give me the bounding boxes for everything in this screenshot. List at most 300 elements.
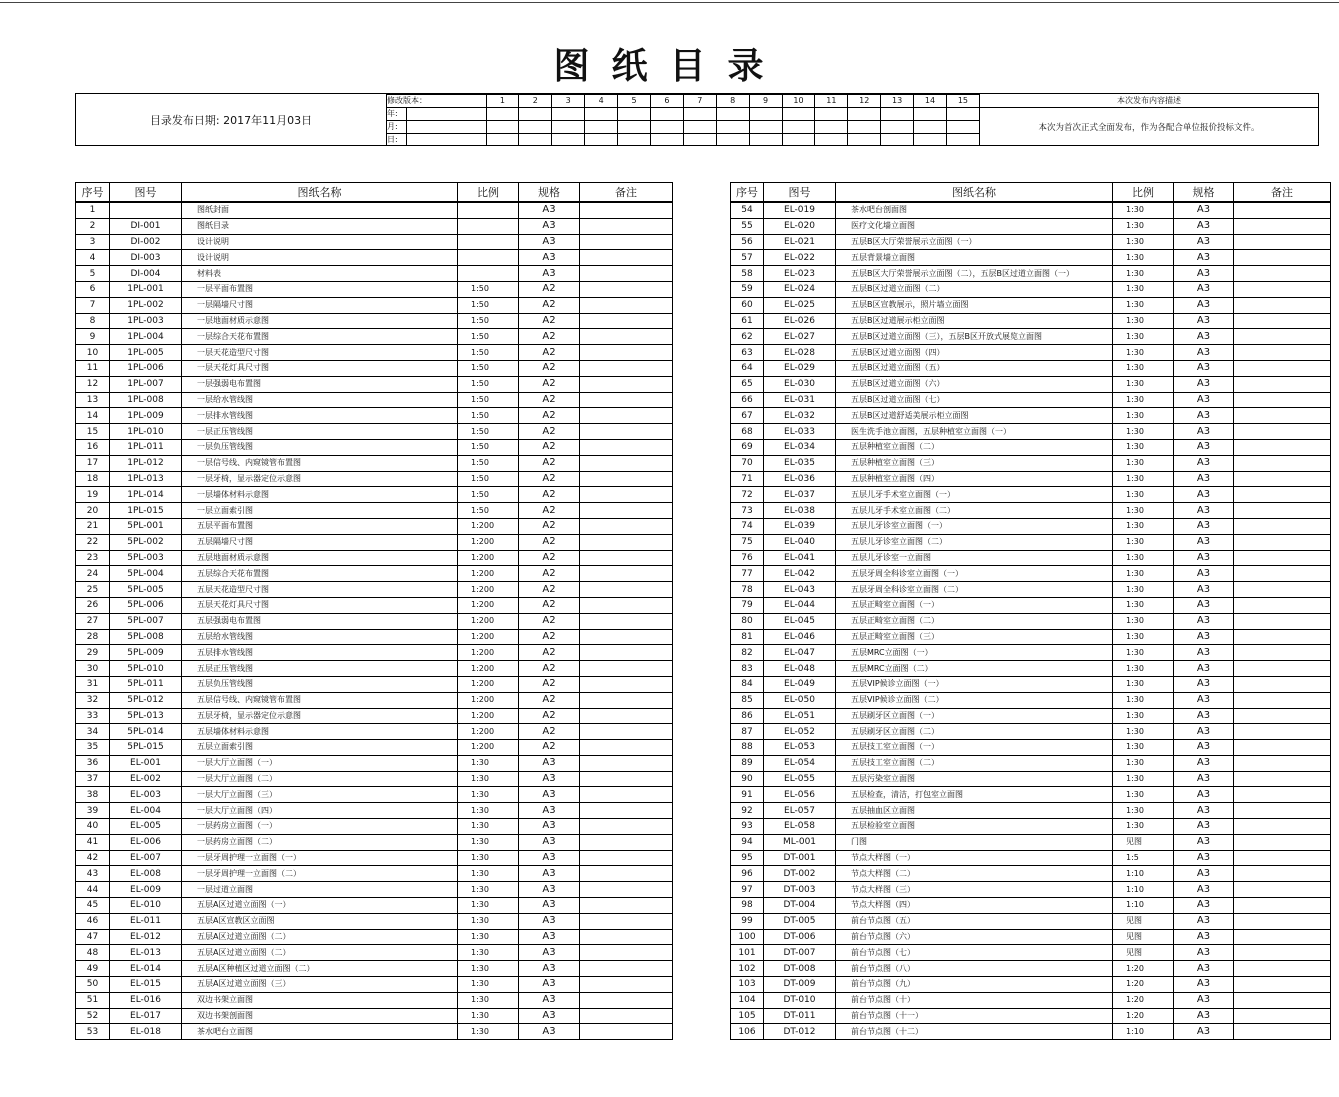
col-remarks xyxy=(580,708,673,724)
col-scale: 1:30 xyxy=(458,834,519,850)
col-remarks xyxy=(580,360,673,376)
col-drawing-name: 五层A区过道立面图（二） xyxy=(182,945,458,961)
col-remarks xyxy=(580,913,673,929)
revision-number: 14 xyxy=(914,95,947,108)
col-remarks xyxy=(1234,1008,1331,1024)
revision-number: 13 xyxy=(881,95,914,108)
table-row xyxy=(76,1008,673,1024)
table-row xyxy=(76,977,673,993)
table-row xyxy=(731,234,1331,250)
col-drawing-name: 节点大样图（一） xyxy=(836,850,1113,866)
col-index: 62 xyxy=(731,329,764,345)
col-index: 29 xyxy=(76,645,110,661)
col-remarks xyxy=(580,613,673,629)
col-drawing-no: EL-057 xyxy=(764,803,836,819)
col-size: A3 xyxy=(1174,866,1234,882)
col-drawing-no: DT-003 xyxy=(764,882,836,898)
col-remarks xyxy=(580,803,673,819)
table-row xyxy=(76,329,673,345)
col-drawing-name: 五层MRC立面图（一） xyxy=(836,645,1113,661)
revision-number: 5 xyxy=(618,95,651,108)
col-size: A3 xyxy=(1174,834,1234,850)
col-remarks xyxy=(580,392,673,408)
col-remarks xyxy=(1234,629,1331,645)
col-size: A3 xyxy=(1174,360,1234,376)
col-index: 105 xyxy=(731,1008,764,1024)
col-drawing-name: 茶水吧台立面图 xyxy=(182,1024,458,1040)
table-row xyxy=(76,645,673,661)
col-remarks xyxy=(1234,819,1331,835)
col-index: 19 xyxy=(76,487,110,503)
col-size: A2 xyxy=(519,281,580,297)
revision-number: 10 xyxy=(782,95,815,108)
col-drawing-no: 5PL-001 xyxy=(110,518,182,534)
col-size: A3 xyxy=(519,866,580,882)
col-drawing-no: DT-011 xyxy=(764,1008,836,1024)
col-drawing-no: EL-016 xyxy=(110,992,182,1008)
table-row xyxy=(76,724,673,740)
table-row xyxy=(76,708,673,724)
col-index: 21 xyxy=(76,518,110,534)
col-drawing-no: EL-058 xyxy=(764,819,836,835)
revision-date-cell xyxy=(946,121,979,134)
col-size: A3 xyxy=(1174,582,1234,598)
col-drawing-name: 一层牙周护理一立面图（二） xyxy=(182,866,458,882)
col-scale: 1:20 xyxy=(1113,977,1174,993)
col-scale: 1:30 xyxy=(458,913,519,929)
col-drawing-name: 五层B区大厅荣誉展示立面图（二），五层B区过道立面图（一） xyxy=(836,266,1113,282)
col-size: A3 xyxy=(1174,929,1234,945)
table-row xyxy=(731,360,1331,376)
col-size: A2 xyxy=(519,329,580,345)
table-row xyxy=(731,408,1331,424)
col-remarks xyxy=(580,961,673,977)
col-drawing-name: 图纸目录 xyxy=(182,218,458,234)
col-scale: 1:30 xyxy=(1113,645,1174,661)
col-drawing-name: 五层技工室立面图（一） xyxy=(836,740,1113,756)
revision-number: 12 xyxy=(848,95,881,108)
col-scale: 1:200 xyxy=(458,676,519,692)
col-remarks xyxy=(1234,360,1331,376)
col-remarks-header: 备注 xyxy=(1234,183,1331,203)
col-size: A3 xyxy=(1174,945,1234,961)
col-drawing-name: 五层B区过道展示柜立面图 xyxy=(836,313,1113,329)
col-drawing-name: 五层刷牙区立面图（二） xyxy=(836,724,1113,740)
col-size: A3 xyxy=(1174,376,1234,392)
col-drawing-no: EL-017 xyxy=(110,1008,182,1024)
col-remarks xyxy=(580,1008,673,1024)
col-drawing-no: 5PL-003 xyxy=(110,550,182,566)
col-scale: 1:30 xyxy=(1113,455,1174,471)
drawing-list-left xyxy=(75,182,673,1040)
col-size: A2 xyxy=(519,613,580,629)
col-index: 26 xyxy=(76,597,110,613)
col-size: A3 xyxy=(1174,676,1234,692)
col-drawing-name: 五层检查，清洁，打包室立面图 xyxy=(836,787,1113,803)
col-size: A2 xyxy=(519,534,580,550)
col-remarks xyxy=(1234,345,1331,361)
col-remarks xyxy=(580,834,673,850)
col-index: 49 xyxy=(76,961,110,977)
table-row xyxy=(76,882,673,898)
col-size: A2 xyxy=(519,692,580,708)
col-index: 45 xyxy=(76,898,110,914)
col-drawing-name: 五层B区过道立面图（二） xyxy=(836,281,1113,297)
col-index: 18 xyxy=(76,471,110,487)
col-drawing-name: 五层种植室立面图（四） xyxy=(836,471,1113,487)
col-scale: 1:10 xyxy=(1113,1024,1174,1040)
col-drawing-no: DI-001 xyxy=(110,218,182,234)
col-scale: 1:30 xyxy=(1113,582,1174,598)
table-row xyxy=(76,234,673,250)
revision-date-cell xyxy=(716,121,749,134)
col-scale: 1:30 xyxy=(458,945,519,961)
col-drawing-no: 1PL-011 xyxy=(110,439,182,455)
table-row xyxy=(731,961,1331,977)
col-scale: 1:50 xyxy=(458,281,519,297)
col-index: 53 xyxy=(76,1024,110,1040)
table-row xyxy=(76,676,673,692)
col-remarks xyxy=(580,329,673,345)
col-index: 76 xyxy=(731,550,764,566)
col-drawing-no: EL-043 xyxy=(764,582,836,598)
revision-date-cell xyxy=(486,108,519,121)
col-drawing-name: 五层B区过道立面图（六） xyxy=(836,376,1113,392)
col-drawing-name: 五层信号线、内窥镜管布置图 xyxy=(182,692,458,708)
col-drawing-no: EL-035 xyxy=(764,455,836,471)
col-size: A3 xyxy=(1174,250,1234,266)
table-row xyxy=(76,487,673,503)
table-row xyxy=(731,250,1331,266)
col-drawing-no: EL-047 xyxy=(764,645,836,661)
table-row xyxy=(731,771,1331,787)
col-size: A3 xyxy=(1174,1024,1234,1040)
col-remarks xyxy=(1234,740,1331,756)
col-drawing-name: 一层信号线、内窥镜管布置图 xyxy=(182,455,458,471)
col-drawing-no: 1PL-004 xyxy=(110,329,182,345)
col-drawing-no: EL-030 xyxy=(764,376,836,392)
col-size-header: 规格 xyxy=(1174,183,1234,203)
table-row xyxy=(76,360,673,376)
col-size: A3 xyxy=(1174,977,1234,993)
col-drawing-no: 1PL-012 xyxy=(110,455,182,471)
col-remarks xyxy=(580,471,673,487)
col-remarks xyxy=(580,866,673,882)
col-drawing-no: EL-032 xyxy=(764,408,836,424)
col-remarks xyxy=(1234,503,1331,519)
col-remarks xyxy=(580,771,673,787)
col-drawing-name: 图纸封面 xyxy=(182,202,458,218)
table-row xyxy=(731,550,1331,566)
table-row xyxy=(76,202,673,218)
col-index: 32 xyxy=(76,692,110,708)
col-scale: 1:200 xyxy=(458,740,519,756)
col-scale: 见图 xyxy=(1113,929,1174,945)
revision-date-cell xyxy=(881,121,914,134)
col-scale: 1:30 xyxy=(1113,202,1174,218)
col-scale xyxy=(458,250,519,266)
col-remarks xyxy=(580,1024,673,1040)
col-remarks xyxy=(1234,866,1331,882)
col-drawing-no-header: 图号 xyxy=(110,183,182,203)
col-index: 81 xyxy=(731,629,764,645)
release-date: 目录发布日期: 2017年11月03日 xyxy=(76,94,387,145)
col-drawing-no: EL-027 xyxy=(764,329,836,345)
col-size: A2 xyxy=(519,376,580,392)
col-size: A3 xyxy=(1174,424,1234,440)
col-size: A3 xyxy=(1174,534,1234,550)
col-drawing-name: 五层天花造型尺寸图 xyxy=(182,582,458,598)
revision-date-cell xyxy=(848,134,881,147)
col-drawing-name: 五层B区过道立面图（三），五层B区开放式展览立面图 xyxy=(836,329,1113,345)
col-drawing-name: 前台节点图（十一） xyxy=(836,1008,1113,1024)
col-drawing-name: 五层儿牙手术室立面图（一） xyxy=(836,487,1113,503)
table-row xyxy=(731,329,1331,345)
col-drawing-name: 五层正畸室立面图（三） xyxy=(836,629,1113,645)
table-row xyxy=(731,297,1331,313)
col-scale: 1:50 xyxy=(458,455,519,471)
revision-number: 4 xyxy=(585,95,618,108)
col-scale: 1:30 xyxy=(1113,676,1174,692)
col-remarks xyxy=(1234,787,1331,803)
col-remarks xyxy=(580,313,673,329)
col-size: A3 xyxy=(1174,281,1234,297)
col-drawing-no: EL-009 xyxy=(110,882,182,898)
col-remarks xyxy=(580,597,673,613)
description-text: 本次为首次正式全面发布，作为各配合单位报价投标文件。 xyxy=(1038,122,1260,133)
table-row xyxy=(731,218,1331,234)
col-scale: 1:30 xyxy=(1113,392,1174,408)
revision-date-cell xyxy=(683,108,716,121)
col-scale: 1:30 xyxy=(1113,724,1174,740)
col-drawing-no: 1PL-005 xyxy=(110,345,182,361)
col-drawing-no: DT-009 xyxy=(764,977,836,993)
col-remarks xyxy=(1234,898,1331,914)
col-remarks xyxy=(1234,313,1331,329)
col-scale: 1:30 xyxy=(1113,218,1174,234)
col-index: 101 xyxy=(731,945,764,961)
col-size: A3 xyxy=(1174,345,1234,361)
col-index-header: 序号 xyxy=(731,183,764,203)
col-index: 69 xyxy=(731,439,764,455)
table-row xyxy=(76,740,673,756)
col-size: A3 xyxy=(1174,882,1234,898)
col-drawing-no: DT-010 xyxy=(764,992,836,1008)
revision-date-cell xyxy=(683,134,716,147)
col-drawing-name: 五层B区大厅荣誉展示立面图（一） xyxy=(836,234,1113,250)
revision-date-cell xyxy=(406,108,486,121)
col-scale: 1:30 xyxy=(1113,755,1174,771)
col-drawing-no: EL-021 xyxy=(764,234,836,250)
col-index: 25 xyxy=(76,582,110,598)
col-index: 34 xyxy=(76,724,110,740)
col-remarks xyxy=(1234,834,1331,850)
col-drawing-name: 五层平面布置图 xyxy=(182,518,458,534)
col-index: 23 xyxy=(76,550,110,566)
col-index: 88 xyxy=(731,740,764,756)
col-index: 75 xyxy=(731,534,764,550)
col-index: 6 xyxy=(76,281,110,297)
col-remarks xyxy=(580,819,673,835)
table-row xyxy=(76,992,673,1008)
col-scale: 1:30 xyxy=(458,819,519,835)
col-index: 56 xyxy=(731,234,764,250)
col-index: 96 xyxy=(731,866,764,882)
col-size: A3 xyxy=(1174,613,1234,629)
col-drawing-name: 五层A区宣教区立面图 xyxy=(182,913,458,929)
col-size: A3 xyxy=(1174,755,1234,771)
col-drawing-no: EL-003 xyxy=(110,787,182,803)
col-size: A3 xyxy=(519,234,580,250)
col-size: A3 xyxy=(1174,850,1234,866)
revision-date-cell xyxy=(716,134,749,147)
col-index: 94 xyxy=(731,834,764,850)
table-row xyxy=(76,313,673,329)
col-index: 13 xyxy=(76,392,110,408)
col-remarks xyxy=(580,487,673,503)
col-size: A3 xyxy=(519,850,580,866)
col-index: 9 xyxy=(76,329,110,345)
col-drawing-name: 前台节点图（十） xyxy=(836,992,1113,1008)
col-scale xyxy=(458,266,519,282)
col-drawing-name: 五层VIP候诊立面图（二） xyxy=(836,692,1113,708)
table-row xyxy=(731,1024,1331,1040)
col-scale: 1:50 xyxy=(458,471,519,487)
col-scale: 1:200 xyxy=(458,645,519,661)
col-size: A2 xyxy=(519,645,580,661)
col-remarks xyxy=(580,645,673,661)
col-drawing-name: 一层强弱电布置图 xyxy=(182,376,458,392)
revision-number: 7 xyxy=(683,95,716,108)
col-remarks xyxy=(580,566,673,582)
table-row xyxy=(76,629,673,645)
col-scale: 1:30 xyxy=(458,961,519,977)
col-scale: 1:30 xyxy=(1113,266,1174,282)
col-drawing-name: 前台节点图（五） xyxy=(836,913,1113,929)
table-row xyxy=(76,692,673,708)
col-drawing-name: 一层药房立面图（二） xyxy=(182,834,458,850)
col-scale: 1:30 xyxy=(1113,708,1174,724)
col-index: 55 xyxy=(731,218,764,234)
revision-date-cell xyxy=(881,134,914,147)
revision-date-label: 年: xyxy=(386,108,406,121)
revision-date-cell xyxy=(749,121,782,134)
table-row xyxy=(731,281,1331,297)
table-row xyxy=(76,518,673,534)
col-drawing-name: 一层天花灯具尺寸图 xyxy=(182,360,458,376)
col-index: 52 xyxy=(76,1008,110,1024)
col-size: A3 xyxy=(1174,503,1234,519)
col-index: 86 xyxy=(731,708,764,724)
col-index: 59 xyxy=(731,281,764,297)
col-drawing-name: 五层A区过道立面图（一） xyxy=(182,898,458,914)
revision-date-cell xyxy=(683,121,716,134)
revision-date-cell xyxy=(650,108,683,121)
col-size: A3 xyxy=(1174,692,1234,708)
col-drawing-name: 五层负压管线图 xyxy=(182,676,458,692)
col-remarks xyxy=(1234,202,1331,218)
col-index: 48 xyxy=(76,945,110,961)
revision-date-cell xyxy=(650,134,683,147)
col-index: 12 xyxy=(76,376,110,392)
col-size: A3 xyxy=(519,992,580,1008)
col-remarks xyxy=(1234,471,1331,487)
revision-date-cell xyxy=(946,108,979,121)
revision-date-cell xyxy=(914,108,947,121)
col-drawing-no: 1PL-002 xyxy=(110,297,182,313)
col-index: 24 xyxy=(76,566,110,582)
col-remarks xyxy=(580,550,673,566)
col-index: 104 xyxy=(731,992,764,1008)
revision-number: 2 xyxy=(519,95,552,108)
revision-number: 11 xyxy=(815,95,848,108)
col-index: 79 xyxy=(731,597,764,613)
table-row xyxy=(731,566,1331,582)
col-drawing-no: EL-014 xyxy=(110,961,182,977)
col-index: 87 xyxy=(731,724,764,740)
col-remarks xyxy=(580,250,673,266)
col-remarks xyxy=(580,882,673,898)
col-index: 99 xyxy=(731,913,764,929)
col-remarks xyxy=(580,234,673,250)
col-index: 82 xyxy=(731,645,764,661)
col-drawing-name: 五层刷牙区立面图（一） xyxy=(836,708,1113,724)
col-drawing-name: 五层牙周全科诊室立面图（二） xyxy=(836,582,1113,598)
col-remarks xyxy=(1234,977,1331,993)
col-drawing-no: EL-006 xyxy=(110,834,182,850)
col-size: A3 xyxy=(1174,329,1234,345)
col-index: 35 xyxy=(76,740,110,756)
table-row xyxy=(76,471,673,487)
col-scale: 1:20 xyxy=(1113,992,1174,1008)
col-scale: 1:30 xyxy=(1113,424,1174,440)
col-drawing-name: 五层儿牙诊室立面图（一） xyxy=(836,518,1113,534)
revision-date-cell xyxy=(848,108,881,121)
col-size: A3 xyxy=(1174,202,1234,218)
col-index: 46 xyxy=(76,913,110,929)
col-drawing-no: 5PL-008 xyxy=(110,629,182,645)
revision-date-cell xyxy=(552,108,585,121)
col-drawing-name: 五层检验室立面图 xyxy=(836,819,1113,835)
col-size: A2 xyxy=(519,724,580,740)
col-drawing-no: EL-050 xyxy=(764,692,836,708)
col-index: 54 xyxy=(731,202,764,218)
col-size: A2 xyxy=(519,518,580,534)
table-row xyxy=(76,455,673,471)
col-scale: 见图 xyxy=(1113,913,1174,929)
revision-date-cell xyxy=(486,121,519,134)
col-drawing-name: 门图 xyxy=(836,834,1113,850)
col-drawing-name: 一层隔墙尺寸图 xyxy=(182,297,458,313)
col-drawing-name: 一层大厅立面图（二） xyxy=(182,771,458,787)
col-drawing-name: 五层立面索引图 xyxy=(182,740,458,756)
table-row xyxy=(731,866,1331,882)
col-scale: 1:30 xyxy=(1113,803,1174,819)
col-size: A3 xyxy=(1174,297,1234,313)
col-drawing-no: 1PL-010 xyxy=(110,424,182,440)
col-size: A2 xyxy=(519,708,580,724)
table-row xyxy=(731,202,1331,218)
col-remarks xyxy=(1234,424,1331,440)
col-remarks xyxy=(1234,755,1331,771)
col-drawing-name: 双边书架剖面图 xyxy=(182,1008,458,1024)
table-row xyxy=(731,882,1331,898)
col-drawing-name: 一层给水管线图 xyxy=(182,392,458,408)
col-scale: 1:50 xyxy=(458,424,519,440)
col-drawing-no: EL-051 xyxy=(764,708,836,724)
col-scale: 1:30 xyxy=(1113,550,1174,566)
col-scale: 1:200 xyxy=(458,550,519,566)
